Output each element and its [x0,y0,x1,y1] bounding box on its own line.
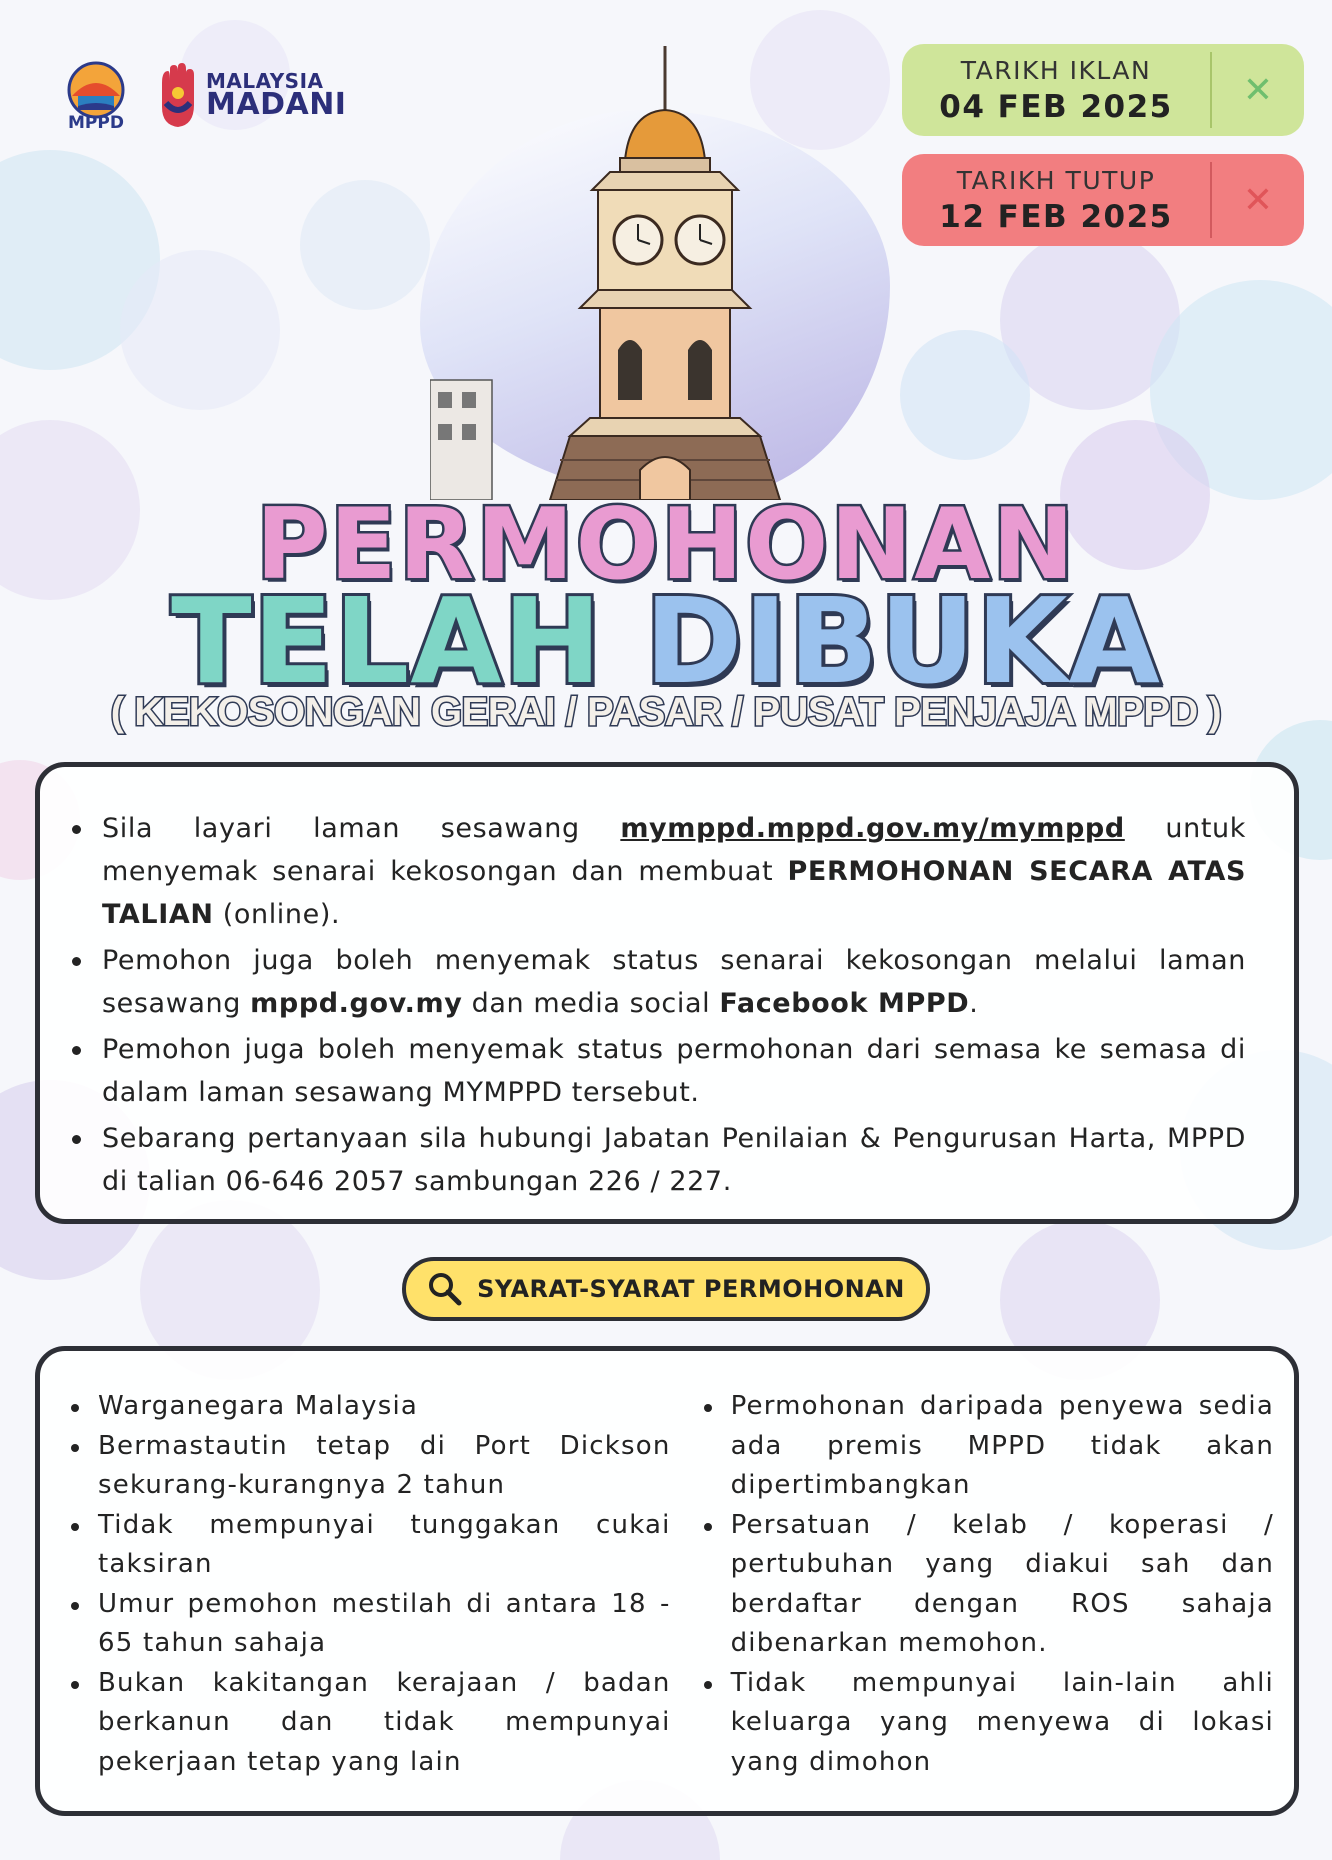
mppd-website: mppd.gov.my [250,988,463,1019]
closing-date-value: 12 FEB 2025 [939,198,1173,235]
info-list [102,807,1246,1203]
closing-date-label: TARIKH TUTUP [956,165,1156,195]
requirement-item: Warganegara Malaysia [98,1387,671,1427]
advert-date-value: 04 FEB 2025 [939,88,1173,125]
info-item-status-list: Pemohon juga boleh menyemak status senarai kekosongan melalui laman sesawang mppd.gov.my dan media social Facebook MPPD. [102,939,1246,1025]
malaysia-madani-logo [156,60,346,132]
requirement-item: Bermastautin tetap di Port Dickson sekurang-kurangnya 2 tahun [98,1427,671,1506]
mymppd-link[interactable]: mymppd.mppd.gov.my/mymppd [620,813,1125,844]
info-item-status-application: Pemohon juga boleh menyemak status permohonan dari semasa ke semasa di dalam laman sesawang MYMPPD tersebut. [102,1028,1246,1114]
madani-line1: MALAYSIA [206,69,324,94]
requirement-item: Bukan kakitangan kerajaan / badan berkanun dan tidak mempunyai pekerjaan tetap yang lain [98,1664,671,1783]
headline-line2b: DIBUKA [644,572,1161,710]
requirement-item: Tidak mempunyai lain-lain ahli keluarga yang menyewa di lokasi yang dimohon [731,1664,1274,1783]
headline-line2a: TELAH [171,572,603,710]
madani-hand-icon [156,63,200,129]
syarat-title: SYARAT-SYARAT PERMOHONAN [477,1275,905,1303]
requirement-item: Persatuan / kelab / koperasi / pertubuhan yang diakui sah dan berdaftar dengan ROS sahaja dibenarkan memohon. [731,1506,1274,1664]
syarat-heading-pill [402,1257,930,1321]
mppd-emblem-icon [58,60,134,130]
requirements-right-column [731,1387,1274,1811]
mppd-logo [58,60,134,130]
close-icon: ✕ [1242,69,1274,111]
close-icon: ✕ [1242,179,1274,221]
facebook-mppd: Facebook MPPD [719,988,970,1019]
headline-line1: PERMOHONAN [255,488,1077,602]
requirements-box [35,1346,1299,1816]
search-icon [427,1271,463,1307]
requirement-item: Tidak mempunyai tunggakan cukai taksiran [98,1506,671,1585]
headline-subtitle: ( KEKOSONGAN GERAI / PASAR / PUSAT PENJAJA MPPD ) [110,690,1222,734]
madani-line2: MADANI [206,87,347,123]
clock-tower-illustration [430,40,870,500]
advert-date-badge [902,44,1304,136]
requirement-item: Umur pemohon mestilah di antara 18 - 65 tahun sahaja [98,1585,671,1664]
requirement-item: Permohonan daripada penyewa sedia ada premis MPPD tidak akan dipertimbangkan [731,1387,1274,1506]
info-item-online: Sila layari laman sesawang mymppd.mppd.gov.my/mymppd untuk menyemak senarai kekosongan dan membuat PERMOHONAN SECARA ATAS TALIAN (online). [102,807,1246,936]
closing-date-badge [902,154,1304,246]
info-item-contact: Sebarang pertanyaan sila hubungi Jabatan Penilaian & Pengurusan Harta, MPPD di talian 06-646 2057 sambungan 226 / 227. [102,1117,1246,1203]
advert-date-label: TARIKH IKLAN [960,55,1152,85]
info-box [35,762,1299,1224]
svg-text:MPPD: MPPD [68,113,124,130]
requirements-left-column [98,1387,671,1811]
